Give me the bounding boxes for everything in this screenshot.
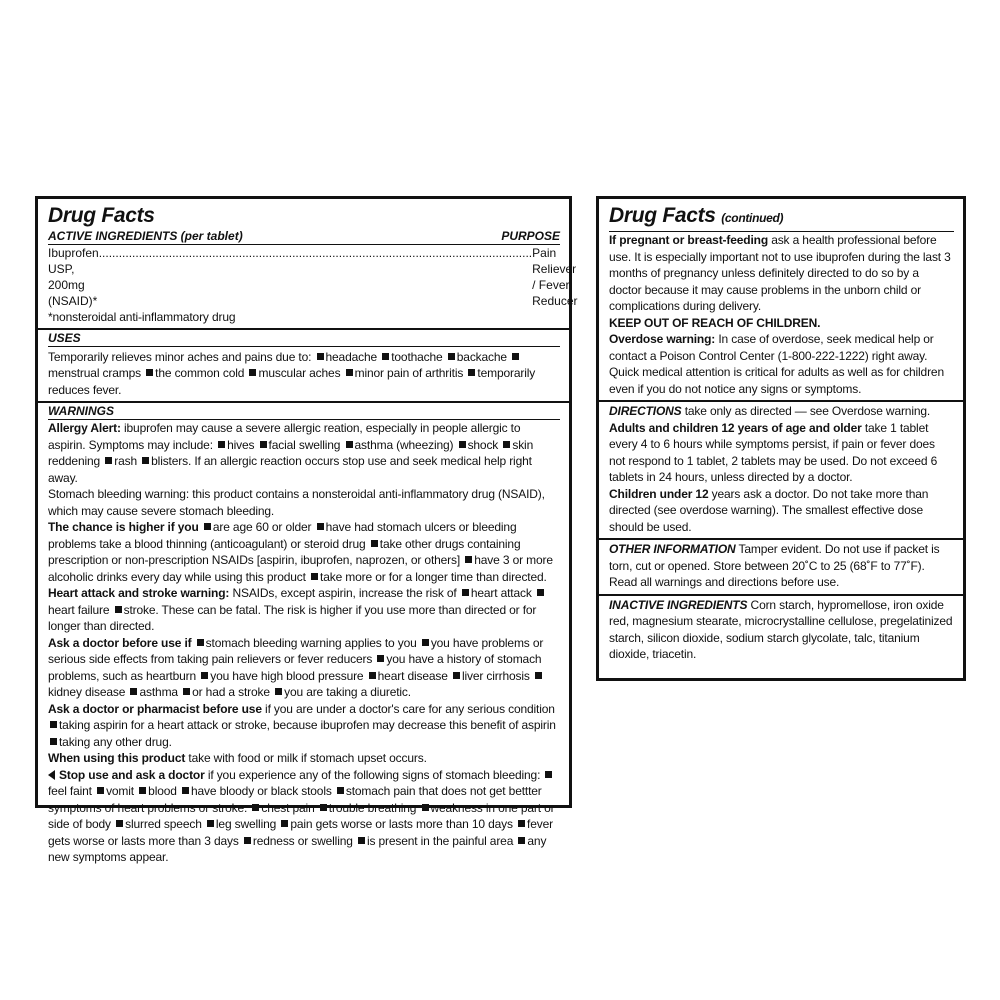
bullet-square-icon (197, 639, 204, 646)
list-item: or had a stroke (192, 685, 270, 699)
adults-text: take 1 tablet every 4 to 6 hours while symptoms persist, if pain or fever does not respond to 1 tablet, 2 tablets may be used. Do not exceed 6 tablets in 24 hours, unless directed by a doctor. (609, 420, 938, 484)
adults-label: Adults and children 12 years of age and older (609, 420, 862, 435)
list-item: feel faint (48, 784, 92, 798)
chance-label: The chance is higher if you (48, 520, 199, 534)
list-item: slurred speech (125, 817, 202, 831)
continued-title: Drug Facts (609, 204, 716, 227)
list-item: heart disease (377, 668, 448, 683)
list-item: take more or for a longer time than directed. (320, 569, 547, 584)
list-item: headache (325, 349, 378, 364)
list-item: taking aspirin for a heart attack or stroke, because ibuprofen may decrease this benefit of aspirin (59, 718, 556, 732)
bullet-square-icon (371, 540, 378, 547)
bullet-square-icon (465, 556, 472, 563)
list-item: blood (148, 784, 177, 798)
list-item: asthma (139, 685, 178, 699)
ask-doctor (48, 635, 560, 701)
list-item: the common cold (155, 366, 245, 380)
list-item: facial swelling (268, 437, 341, 452)
bullet-square-icon (142, 457, 149, 464)
bullet-square-icon (453, 672, 460, 679)
panel-title-continued (609, 200, 954, 232)
bullet-square-icon (459, 441, 466, 448)
continued-suffix: (continued) (721, 211, 784, 225)
bullet-square-icon (545, 771, 552, 778)
bullet-square-icon (448, 353, 455, 360)
list-item: heart attack (470, 586, 532, 600)
drug-facts-continued-panel (596, 196, 966, 681)
bullet-square-icon (115, 606, 122, 613)
ask-pharmacist-text: if you are under a doctor's care for any serious condition (265, 701, 555, 716)
inactive-header: INACTIVE INGREDIENTS (609, 597, 748, 612)
list-item: stomach bleeding warning applies to you (205, 635, 417, 650)
list-item: any new symptoms appear. (48, 833, 547, 864)
bullet-square-icon (130, 688, 137, 695)
bullet-square-icon (358, 837, 365, 844)
bullet-square-icon (249, 369, 256, 376)
bullet-square-icon (317, 523, 324, 530)
list-item: heart failure (48, 602, 110, 617)
bullet-square-icon (462, 589, 469, 596)
stop-use-label: Stop use and ask a doctor (59, 767, 205, 782)
bullet-square-icon (50, 738, 57, 745)
bullet-square-icon (512, 353, 519, 360)
bullet-square-icon (146, 369, 153, 376)
list-item: menstrual cramps (48, 366, 141, 380)
list-item: hives (227, 437, 255, 452)
bullet-square-icon (320, 804, 327, 811)
bullet-square-icon (182, 787, 189, 794)
list-item: vomit (106, 784, 134, 798)
adults-directions (609, 420, 954, 486)
bullet-square-icon (105, 457, 112, 464)
bullet-square-icon (346, 369, 353, 376)
bullet-square-icon (369, 672, 376, 679)
overdose-text: In case of overdose, seek medical help or contact a Poison Control Center (1-800-222-1222) right away. Quick medical attention is critical for adults as well as for children even if you do not notice any signs or symptoms. (609, 332, 944, 396)
allergy-alert (48, 420, 560, 486)
bullet-square-icon (50, 721, 57, 728)
directions-text: take only as directed — see Overdose warning. (684, 404, 931, 418)
bullet-square-icon (468, 369, 475, 376)
ingredient-name: Ibuprofen USP, 200mg (NSAID)* (48, 246, 99, 308)
list-item: temporarily reduces fever. (48, 366, 536, 397)
list-item: pain gets worse or lasts more than 10 days (290, 817, 513, 831)
overdose-warning (609, 331, 954, 397)
inactive-text: Corn starch, hypromellose, iron oxide red, magnesium stearate, microcrystalline cellulose, pregelatinized starch, silicon dioxide, sodium starch glycolate, talc, titanium dioxide, triacetin. (609, 597, 953, 661)
list-item: blisters. If an allergic reaction occurs stop use and seek medical help right away. (48, 454, 532, 485)
keep-out-text: KEEP OUT OF REACH OF CHILDREN. (609, 315, 821, 330)
children-directions (609, 486, 954, 536)
list-item: you have a history of stomach problems, such as heartburn (48, 652, 542, 683)
list-item: redness or swelling (252, 833, 353, 848)
directions-header: DIRECTIONS (609, 404, 682, 418)
bullet-square-icon (503, 441, 510, 448)
list-item: stroke. These can be fatal. The risk is higher if you use more than directed or for longer than directed. (48, 602, 537, 633)
purpose-header: PURPOSE (501, 229, 560, 243)
bullet-square-icon (346, 441, 353, 448)
list-item: shock (467, 437, 499, 452)
list-item: skin reddening (48, 437, 534, 468)
chance-higher (48, 519, 560, 585)
list-item: is present in the painful area (366, 833, 514, 848)
list-item: leg swelling (215, 817, 277, 831)
warnings-header: WARNINGS (48, 404, 560, 420)
bullet-square-icon (382, 353, 389, 360)
bullet-square-icon (422, 804, 429, 811)
bullet-square-icon (260, 441, 267, 448)
heart-warning (48, 585, 560, 635)
bullet-square-icon (116, 820, 123, 827)
bullet-square-icon (317, 353, 324, 360)
pregnant-text: ask a health professional before use. It is especially important not to use ibuprofen during the last 3 months of pregnancy unless definitely directed to do so by a doctor because it may cause problems in the unborn child or complications during delivery. (609, 233, 951, 313)
list-item: weakness in one part or side of body (48, 800, 555, 831)
bullet-square-icon (537, 589, 544, 596)
pregnant-warning (609, 232, 954, 315)
drug-facts-panel (35, 196, 578, 864)
list-item: take other drugs containing prescription or non-prescription NSAIDs [aspirin, ibuprofen, naprozen, or others] (48, 536, 521, 567)
other-info-text: Tamper evident. Do not use if packet is torn, cut or opened. Store between 20˚C to 25 (68˚F to 77˚F). Read all warnings and directions before use. (609, 542, 940, 589)
ask-doctor-label: Ask a doctor before use if (48, 635, 192, 650)
bullet-square-icon (252, 804, 259, 811)
when-using-label: When using this product (48, 751, 186, 765)
bullet-square-icon (518, 820, 525, 827)
list-item: backache (456, 349, 507, 364)
bullet-square-icon (337, 787, 344, 794)
bullet-square-icon (275, 688, 282, 695)
list-item: kidney disease (48, 685, 126, 699)
list-item: have 3 or more alcoholic drinks every day while using this product (48, 553, 553, 584)
bullet-square-icon (518, 837, 525, 844)
allergy-label: Allergy Alert: (48, 421, 121, 435)
allergy-text: ibuprofen may cause a severe allergic reation, especially in people allergic to aspirin. Symptoms may include: (48, 421, 521, 452)
bullet-square-icon (535, 672, 542, 679)
list-item: have bloody or black stools (190, 784, 332, 798)
when-using (48, 750, 560, 767)
when-using-text: take with food or milk if stomach upset occurs. (188, 751, 427, 765)
list-item: you have high blood pressure (210, 668, 364, 683)
heart-label: Heart attack and stroke warning: (48, 586, 230, 600)
list-item: trouble breathing (328, 800, 417, 815)
bullet-square-icon (201, 672, 208, 679)
other-information (609, 541, 954, 591)
list-item: toothache (391, 349, 443, 364)
directions (609, 403, 954, 420)
bullet-square-icon (139, 787, 146, 794)
bullet-square-icon (377, 655, 384, 662)
list-item: fever gets worse or lasts more than 3 days (48, 817, 553, 848)
pregnant-label: If pregnant or breast-feeding (609, 233, 768, 247)
list-item: liver cirrhosis (461, 668, 530, 683)
uses-text (48, 349, 560, 399)
heart-text: NSAIDs, except aspirin, increase the risk of (232, 586, 457, 600)
list-item: muscular aches (258, 366, 341, 380)
children-label: Children under 12 (609, 486, 709, 501)
active-ingredients-header-row (48, 229, 560, 245)
other-info-header: OTHER INFORMATION (609, 542, 736, 556)
bullet-square-icon (311, 573, 318, 580)
ingredient-footnote: *nonsteroidal anti-inflammatory drug (48, 310, 236, 324)
bullet-square-icon (218, 441, 225, 448)
overdose-label: Overdose warning: (609, 332, 716, 346)
stop-use (48, 767, 560, 866)
bullet-square-icon (97, 787, 104, 794)
list-item: asthma (wheezing) (354, 437, 454, 452)
ask-pharmacist-label: Ask a doctor or pharmacist before use (48, 701, 262, 716)
bullet-square-icon (281, 820, 288, 827)
bullet-square-icon (204, 523, 211, 530)
list-item: chest pain (261, 800, 315, 815)
inactive-ingredients (609, 597, 954, 663)
list-item: rash (114, 454, 137, 468)
stop-use-text: if you experience any of the following signs of stomach bleeding: (207, 767, 541, 782)
ask-pharmacist (48, 701, 560, 751)
panel-title: Drug Facts (48, 204, 155, 227)
list-item: minor pain of arthritis (354, 366, 464, 380)
list-item: stomach pain that does not get bettter symptoms of heart problems or stroke: (48, 784, 542, 815)
uses-header: USES (48, 331, 560, 347)
ingredient-row (48, 245, 578, 309)
list-item: taking any other drug. (59, 734, 172, 749)
triangle-left-icon (48, 770, 55, 780)
list-item: have had stomach ulcers or bleeding problems take a blood thinning (anticoagulant) or steroid drug (48, 520, 517, 551)
list-item: you are taking a diuretic. (284, 685, 411, 699)
uses-intro: Temporarily relieves minor aches and pains due to: (48, 349, 312, 364)
active-ingredients-header: ACTIVE INGREDIENTS (per tablet) (48, 229, 243, 243)
ingredient-purpose: Pain Reliever / Fever Reducer (532, 246, 578, 308)
keep-out-of-reach (609, 315, 954, 332)
dot-leader: .................................................................................................................................. (98, 246, 533, 260)
bullet-square-icon (183, 688, 190, 695)
stomach-warning: Stomach bleeding warning: this product contains a nonsteroidal anti-inflammatory drug (NSAID), which may cause severe stomach bleeding. (48, 487, 545, 518)
bullet-square-icon (422, 639, 429, 646)
bullet-square-icon (244, 837, 251, 844)
list-item: are age 60 or older (212, 520, 312, 534)
bullet-square-icon (207, 820, 214, 827)
list-item: you have problems or serious side effects from taking pain relievers or fever reducers (48, 635, 544, 666)
ask-pharmacist-items (48, 718, 556, 749)
children-text: years ask a doctor. Do not take more than directed (see overdose warning). The smallest effective dose should be used. (609, 486, 929, 534)
